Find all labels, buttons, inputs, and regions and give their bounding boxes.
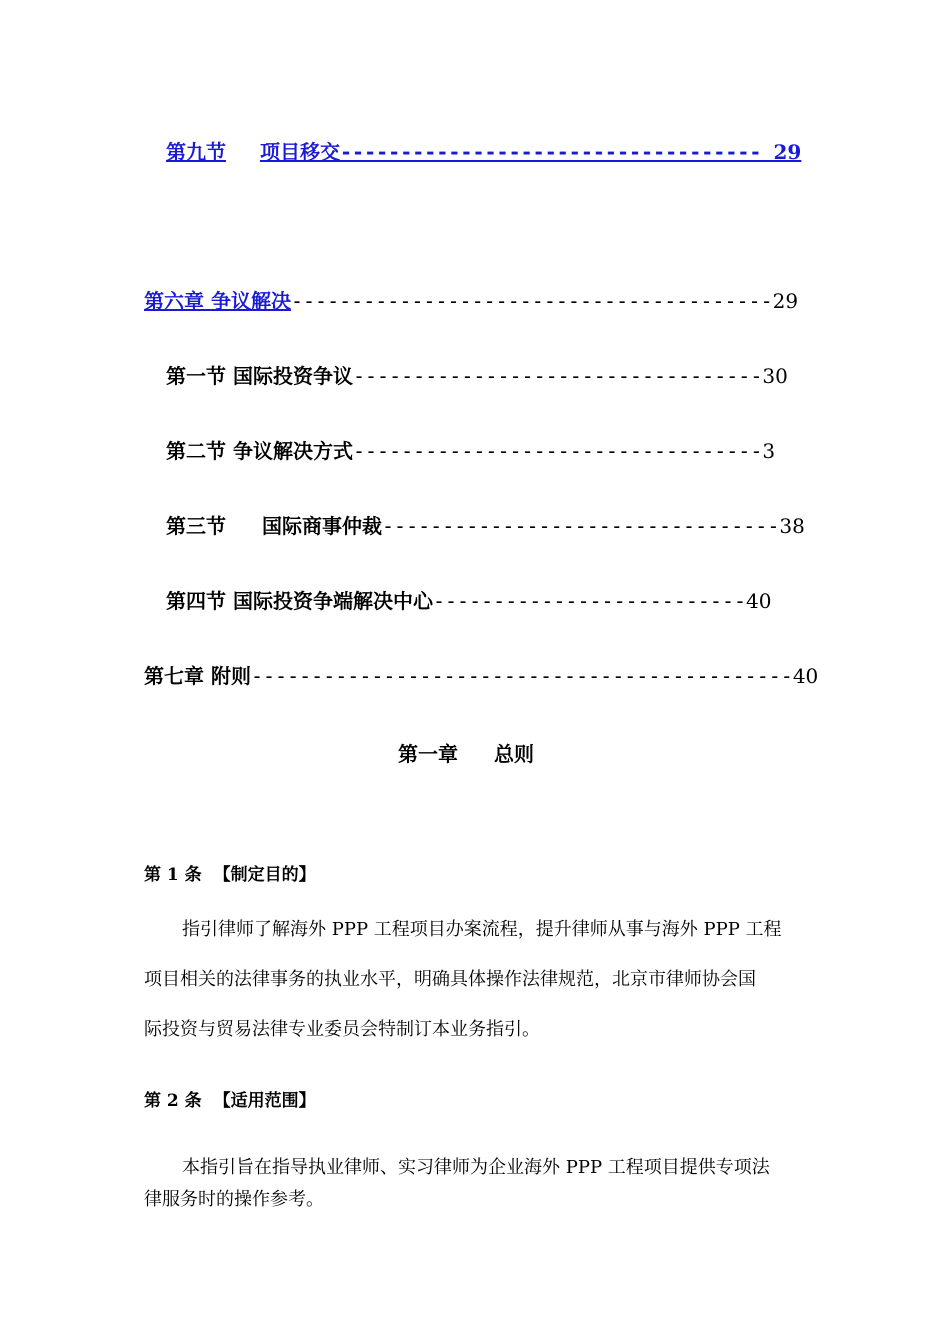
toc-page: 38: [779, 514, 805, 538]
article-title: 【制定目的】: [213, 865, 316, 885]
toc-label: 第二节: [166, 439, 226, 463]
toc-title: 争议解决方式: [232, 439, 353, 463]
toc-page: 40: [792, 664, 819, 688]
toc-page: 29: [773, 140, 802, 164]
toc-leader: ---------------------------------------------: [250, 664, 793, 688]
paragraph-line: 本指引旨在指导执业律师、实习律师为企业海外 PPP 工程项目提供专项法: [182, 1157, 770, 1178]
toc-entry-section-4[interactable]: [166, 587, 772, 615]
article-number: 第 2 条: [144, 1091, 202, 1111]
paragraph-line: 律服务时的操作参考。: [144, 1189, 324, 1210]
paragraph-line: 项目相关的法律事务的执业水平，明确具体操作法律规范，北京市律师协会国: [144, 969, 756, 990]
toc-leader: ----------------------------------: [352, 364, 763, 388]
toc-leader: ----------------------------------: [352, 439, 763, 463]
toc-title: 国际商事仲裁: [262, 514, 382, 538]
chapter-title: 总则: [494, 742, 534, 766]
article-title: 【适用范围】: [213, 1091, 316, 1111]
toc-label: 第三节: [166, 514, 226, 538]
toc-entry-chapter-7[interactable]: [144, 662, 818, 690]
toc-page: 3: [762, 439, 776, 463]
toc-page: 29: [772, 289, 799, 313]
toc-entry-section-9[interactable]: [144, 138, 801, 166]
toc-label: 第一节: [166, 364, 226, 388]
toc-label: 第九节: [166, 140, 226, 164]
article-number: 第 1 条: [144, 865, 202, 885]
toc-page: 40: [746, 589, 772, 613]
toc-leader: --------------------------: [432, 589, 747, 613]
toc-title: 争议解决: [210, 289, 291, 313]
toc-entry-chapter-6[interactable]: [144, 287, 798, 315]
toc-entry-section-1[interactable]: [166, 362, 788, 390]
toc-entry-section-3[interactable]: [166, 512, 805, 540]
chapter-label: 第一章: [398, 742, 458, 766]
toc-page: 30: [762, 364, 788, 388]
chapter-heading: [398, 738, 534, 767]
paragraph-line: 指引律师了解海外 PPP 工程项目办案流程，提升律师从事与海外 PPP 工程: [182, 919, 782, 940]
toc-leader: -----------------------------------: [340, 140, 774, 164]
paragraph-line: 际投资与贸易法律专业委员会特制订本业务指引。: [144, 1019, 540, 1040]
toc-title: 项目移交: [260, 140, 340, 164]
toc-entry-section-2[interactable]: [166, 437, 775, 465]
article-heading: [144, 860, 316, 885]
toc-label: 第四节: [166, 589, 226, 613]
toc-leader: ---------------------------------: [382, 514, 780, 538]
toc-leader: ----------------------------------------: [290, 289, 773, 313]
toc-link[interactable]: [144, 289, 291, 313]
article-heading: [144, 1086, 316, 1111]
toc-title: 附则: [210, 664, 251, 688]
toc-title: 国际投资争议: [232, 364, 353, 388]
toc-label: 第七章: [144, 664, 204, 688]
toc-title: 国际投资争端解决中心: [232, 589, 433, 613]
toc-label: 第六章: [144, 289, 204, 313]
